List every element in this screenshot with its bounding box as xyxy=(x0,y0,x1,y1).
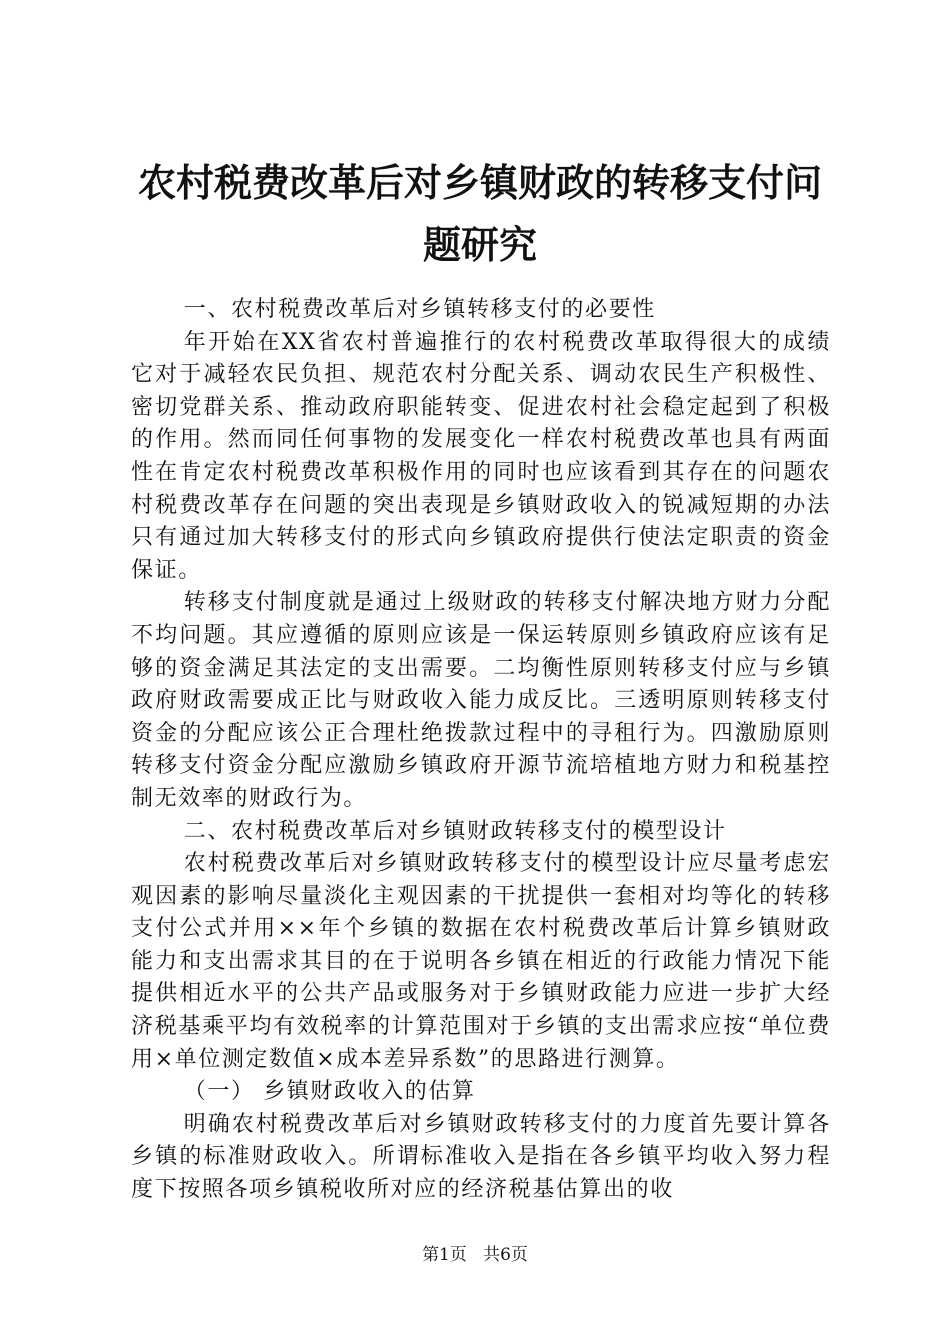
page-separator xyxy=(472,1245,477,1265)
paragraph-4: 明确农村税费改革后对乡镇财政转移支付的力度首先要计算各乡镇的标准财政收入。所谓标准收入是指在各乡镇平均收入努力程度下按照各项乡镇税收所对应的经济税基估算出的收 xyxy=(131,1111,831,1203)
page-number: 第1页 xyxy=(422,1245,467,1265)
page-total: 共6页 xyxy=(483,1245,528,1265)
section-heading-1: 一、农村税费改革后对乡镇转移支付的必要性 xyxy=(183,297,656,322)
section-heading-2: 二、农村税费改革后对乡镇财政转移支付的模型设计 xyxy=(183,818,727,844)
paragraph-2: 转移支付制度就是通过上级财政的转移支付解决地方财力分配不均问题。其应遵循的原则应该是一保运转原则乡镇政府应该有足够的资金满足其法定的支出需要。二均衡性原则转移支付应与乡镇政府财政需要成正比与财政收入能力成反比。三透明原则转移支付资金的分配应该公正合理杜绝拨款过程中的寻租行为。四激励原则转移支付资金分配应激励乡镇政府开源节流培植地方财力和税基控制无效率的财政行为。 xyxy=(131,590,831,811)
paragraph-1: 年开始在XX省农村普遍推行的农村税费改革取得很大的成绩它对于减轻农民负担、规范农村分配关系、调动农民生产积极性、密切党群关系、推动政府职能转变、促进农村社会稳定起到了积极的作用。然而同任何事物的发展变化一样农村税费改革也具有两面性在肯定农村税费改革积极作用的同时也应该看到其存在的问题农村税费改革存在问题的突出表现是乡镇财政收入的锐减短期的办法只有通过加大转移支付的形式向乡镇政府提供行使法定职责的资金保证。 xyxy=(131,329,831,583)
subsection-heading-1: （一） 乡镇财政收入的估算 xyxy=(183,1079,476,1105)
document-title: 农村税费改革后对乡镇财政的转移支付问题研究 xyxy=(137,161,822,267)
page-footer xyxy=(0,1243,950,1267)
paragraph-3: 农村税费改革后对乡镇财政转移支付的模型设计应尽量考虑宏观因素的影响尽量淡化主观因素的干扰提供一套相对均等化的转移支付公式并用××年个乡镇的数据在农村税费改革后计算乡镇财政能力和支出需求其目的在于说明各乡镇在相近的行政能力情况下能提供相近水平的公共产品或服务对于乡镇财政能力应进一步扩大经济税基乘平均有效税率的计算范围对于乡镇的支出需求应按“单位费用×单位测定数值×成本差异系数”的思路进行测算。 xyxy=(131,851,831,1072)
document-body xyxy=(131,294,831,1207)
